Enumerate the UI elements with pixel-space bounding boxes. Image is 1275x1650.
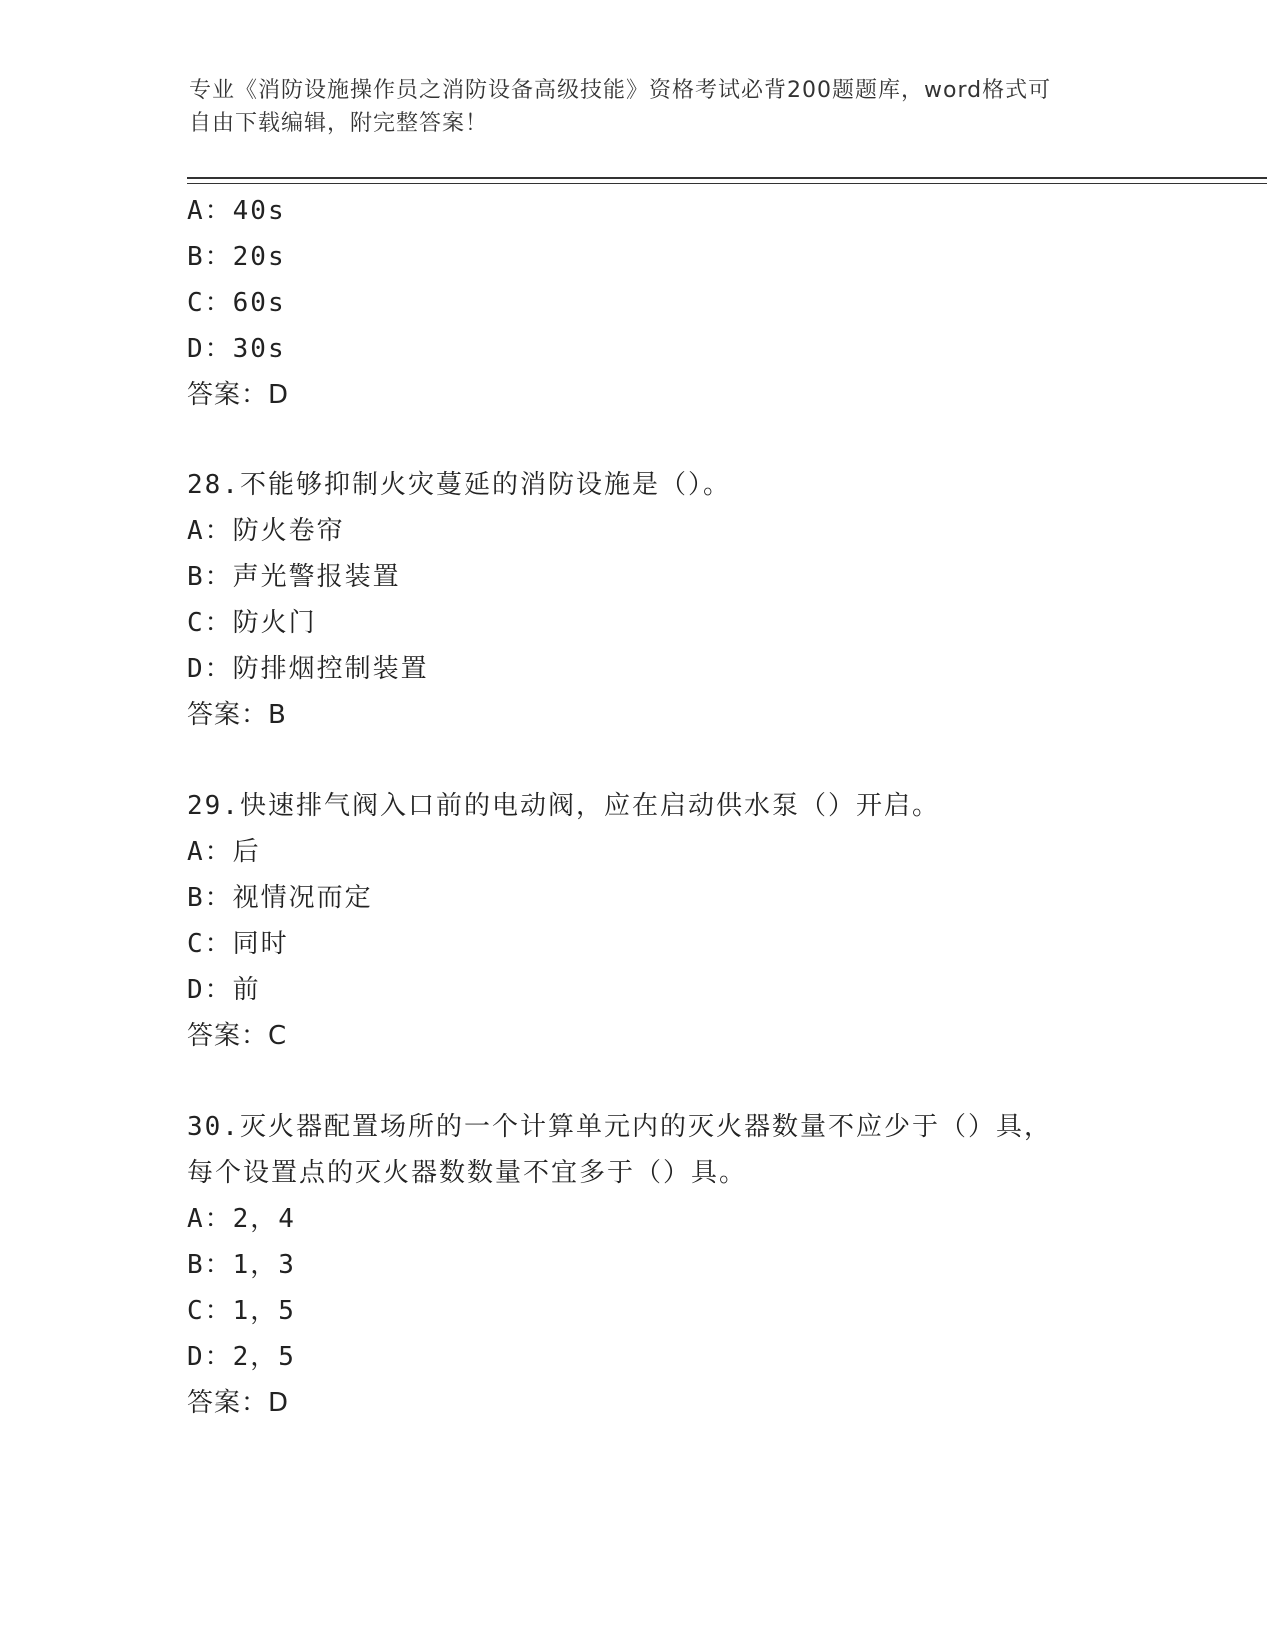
option-b: B：1，3 xyxy=(187,1250,296,1280)
option-b: B：视情况而定 xyxy=(187,883,373,913)
question-text: 28.不能够抑制火灾蔓延的消防设施是（）。 xyxy=(187,470,731,500)
option-d: D：30s xyxy=(187,334,286,364)
option-b: B：声光警报装置 xyxy=(187,562,401,592)
question-text-line-1: 30.灭火器配置场所的一个计算单元内的灭火器数量不应少于（）具， xyxy=(187,1112,1052,1142)
option-d: D：2，5 xyxy=(187,1342,296,1372)
option-c: C：1，5 xyxy=(187,1296,296,1326)
question-text-line-2: 每个设置点的灭火器数数量不宜多于（）具。 xyxy=(187,1158,748,1188)
question-text: 29.快速排气阀入口前的电动阀，应在启动供水泵（）开启。 xyxy=(187,791,940,821)
header-rule-thick xyxy=(187,177,1267,179)
option-b: B：20s xyxy=(187,242,286,272)
option-a: A：防火卷帘 xyxy=(187,516,345,546)
option-c: C：60s xyxy=(187,288,286,318)
option-d: D：防排烟控制装置 xyxy=(187,654,429,684)
option-a: A：2，4 xyxy=(187,1204,296,1234)
question-block-27 xyxy=(187,188,1087,418)
document-header: 专业《消防设施操作员之消防设备高级技能》资格考试必背200题题库，word格式可自由下载编辑，附完整答案！ xyxy=(189,78,1052,136)
answer: 答案：D xyxy=(187,1388,290,1418)
answer: 答案：D xyxy=(187,380,290,410)
question-block-28 xyxy=(187,462,1087,738)
option-a: A：后 xyxy=(187,837,261,867)
option-d: D：前 xyxy=(187,975,261,1005)
header-rule-thin xyxy=(187,183,1267,184)
question-content xyxy=(187,188,1087,1426)
option-c: C：防火门 xyxy=(187,608,317,638)
question-block-29 xyxy=(187,783,1087,1059)
answer: 答案：C xyxy=(187,1021,288,1051)
option-c: C：同时 xyxy=(187,929,289,959)
question-block-30 xyxy=(187,1104,1087,1426)
option-a: A：40s xyxy=(187,196,286,226)
answer: 答案：B xyxy=(187,700,287,730)
